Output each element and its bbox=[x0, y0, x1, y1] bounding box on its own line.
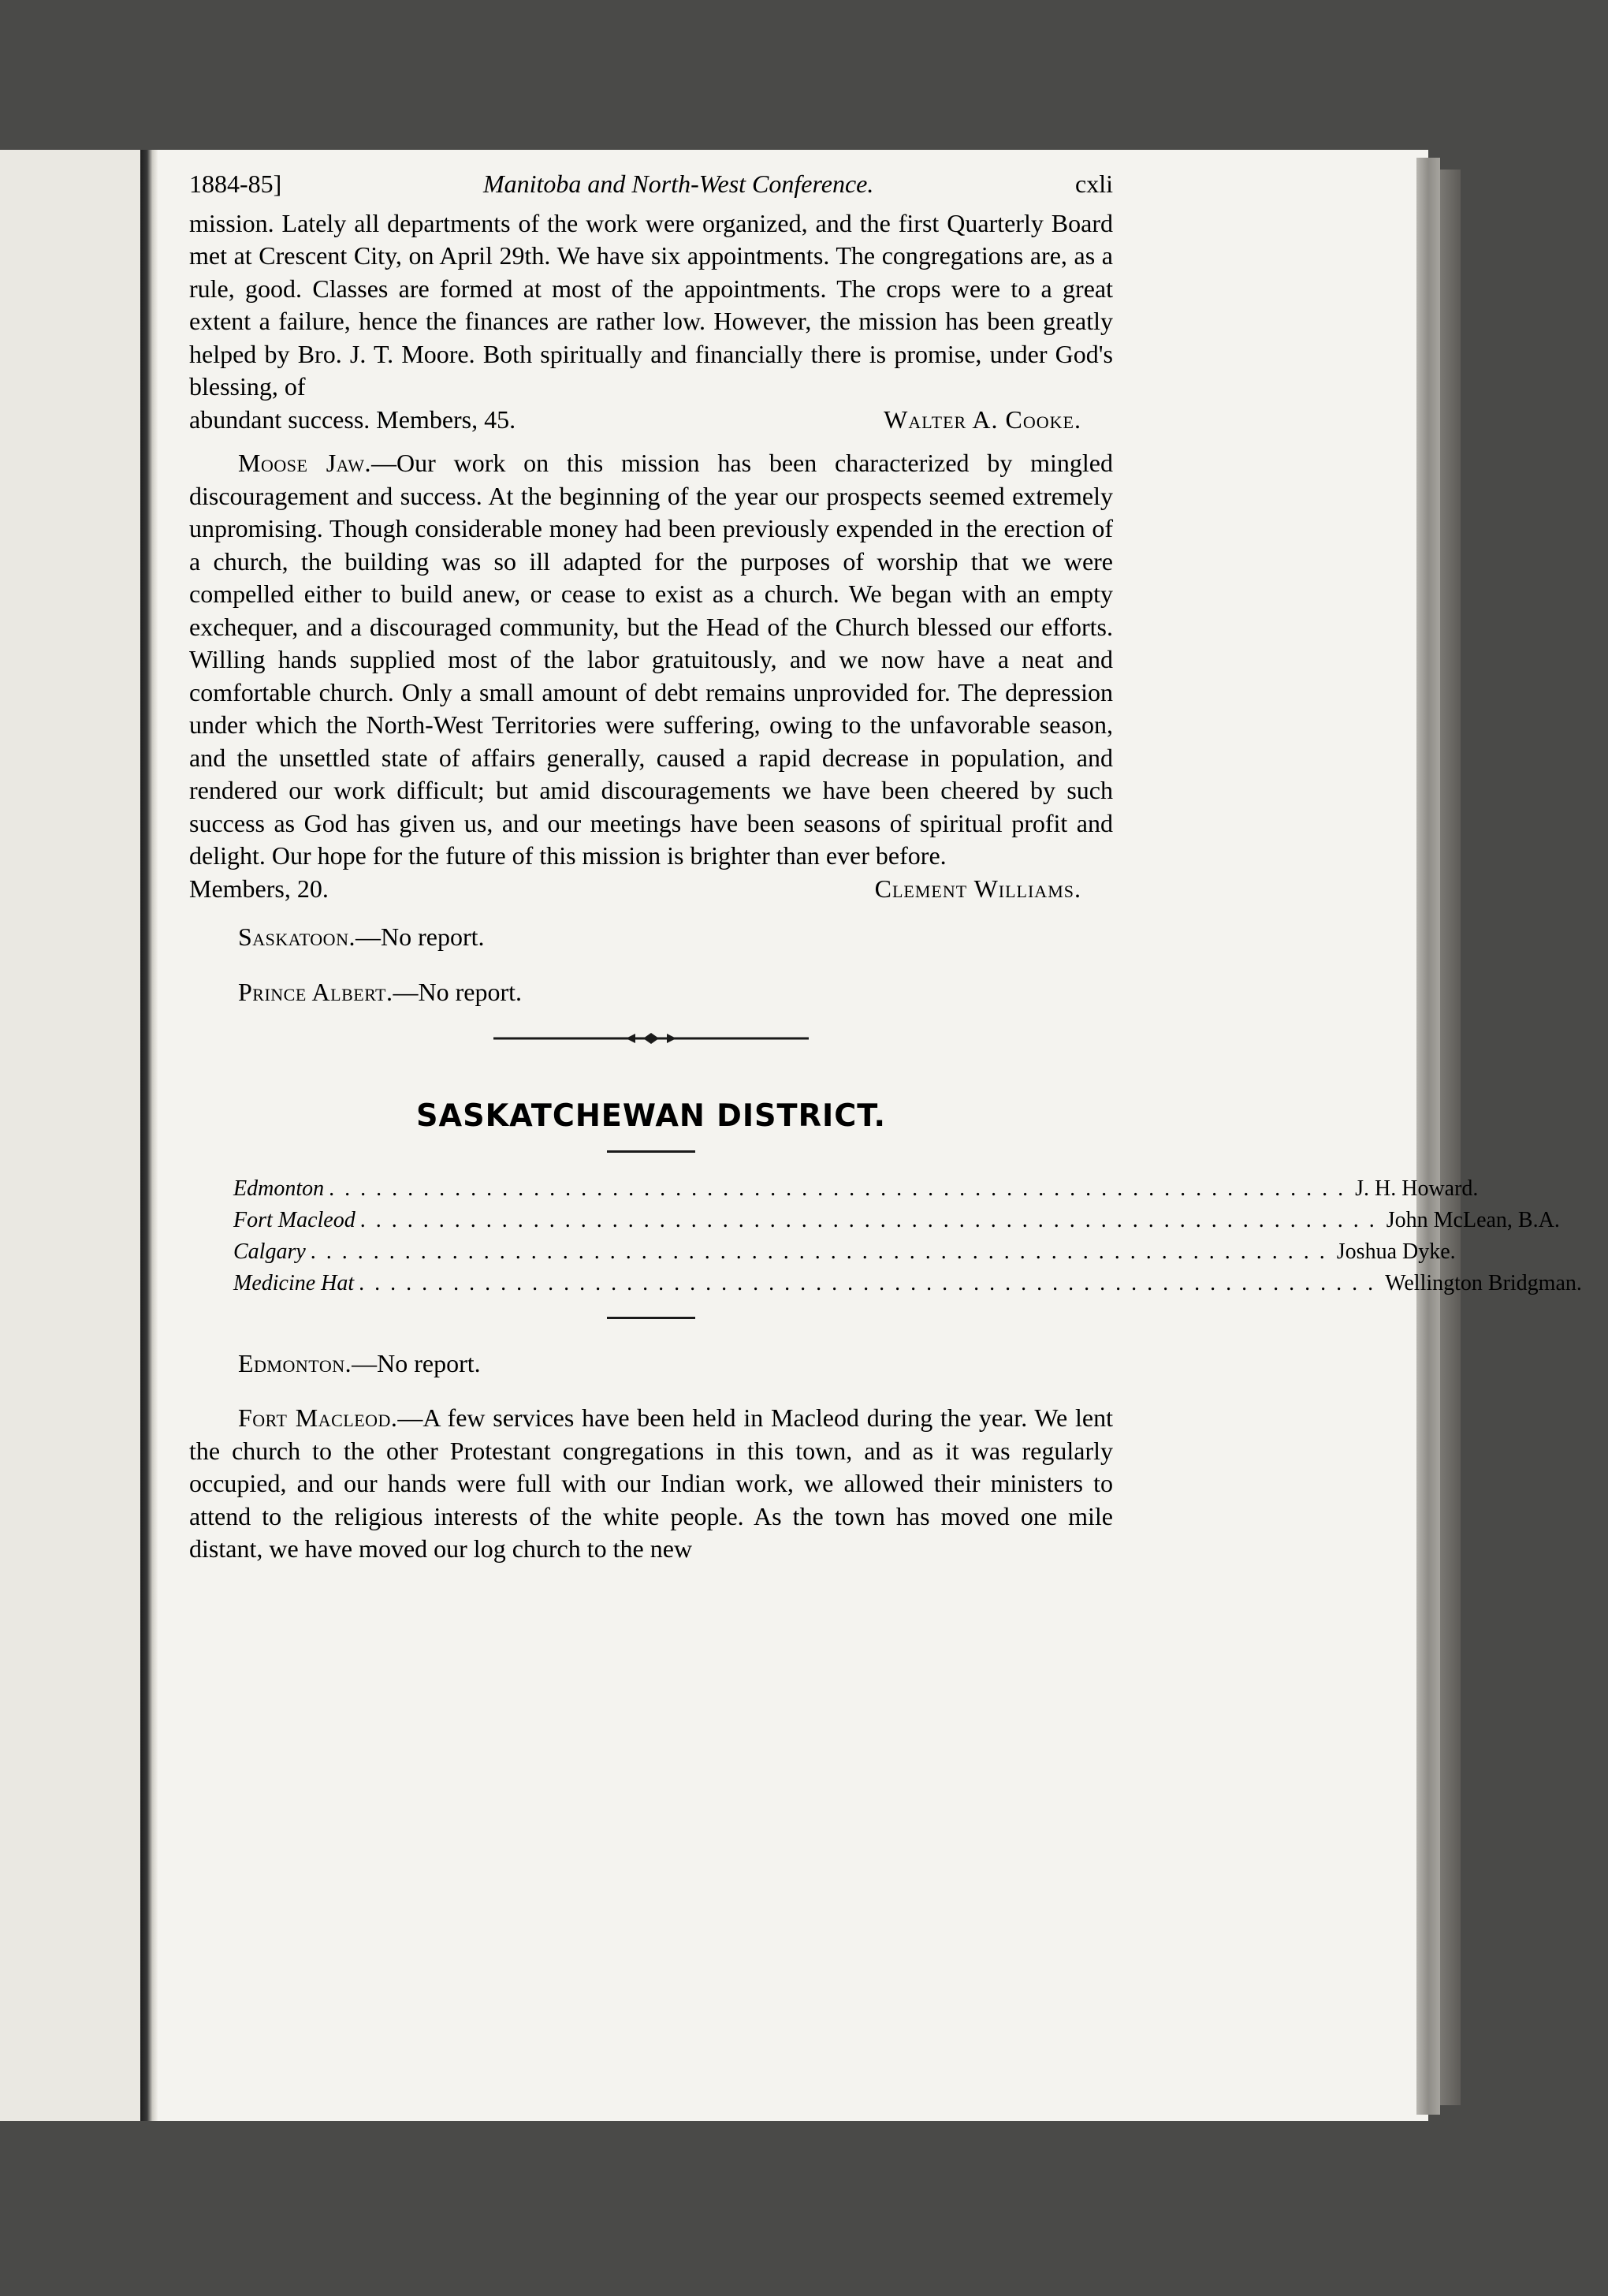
paragraph-moose-jaw bbox=[189, 447, 1113, 905]
paragraph-fort-macleod bbox=[189, 1402, 1113, 1566]
signature-line bbox=[189, 404, 1113, 437]
page-number: cxli bbox=[1075, 170, 1113, 198]
header-years: 1884-85] bbox=[189, 170, 282, 198]
leader-dots: . . . . . . . . . . . . . . . . . . . . . . . . . . . . . . . . . . . . . . . . . . . . . . . . . . . . . . . . . . . . . . . . . bbox=[359, 1270, 1376, 1295]
paragraph-text: mission. Lately all departments of the work were organized, and the first Quarterly Board met at Crescent City, on April 29th. We have six appointments. The congregations are, as a rule, good. Classes are formed at most of the appointments. The crops were to a great extent a failure, hence the finances are rather low. However, the mission has been greatly helped by Bro. J. T. Moore. Both spiritually and financially there is promise, under God's blessing, of bbox=[189, 208, 1113, 401]
appointment-minister: John McLean, B.A. bbox=[1386, 1207, 1560, 1232]
mission-name: Moose Jaw. bbox=[238, 449, 372, 477]
list-rule bbox=[607, 1317, 695, 1319]
mission-name: Saskatoon. bbox=[238, 922, 355, 951]
leader-dots: . . . . . . . . . . . . . . . . . . . . . . . . . . . . . . . . . . . . . . . . . . . . . . . . . . . . . . . . . . . . . . . . . bbox=[329, 1176, 1346, 1201]
appointment-place: Calgary bbox=[233, 1239, 306, 1264]
appointment-row bbox=[233, 1205, 1560, 1236]
ornament-rule bbox=[493, 1032, 809, 1045]
mission-name: Prince Albert. bbox=[238, 977, 393, 1006]
appointment-place: Edmonton bbox=[233, 1176, 325, 1201]
paragraph-text: —Our work on this mission has been characterized by mingled discouragement and success. At the beginning of the year our prospects seemed extremely unpromising. Though considerable money had been previously expended in the erection of a church, the building was so ill adapted for the purposes of worship that we were compelled either to build anew, or cease to exist as a church. We began with an empty exchequer, and a discouraged community, but the Head of the Church blessed our efforts. Willing hands supplied most of the labor gratuitously, and we now have a neat and comfortable church. Only a small amount of debt remains unprovided for. The depression under which the North-West Territories were suffering, owing to the unfavorable season, and the unsettled state of affairs generally, caused a rapid decrease in population, and rendered our work difficult; but amid discouragements we have been cheered by such success as God has given us, and our meetings have been seasons of spiritual profit and delight. Our hope for the future of this mission is brighter than ever before. bbox=[189, 449, 1114, 870]
heading-rule bbox=[607, 1150, 695, 1153]
appointment-minister: J. H. Howard. bbox=[1355, 1176, 1479, 1201]
appointment-row bbox=[233, 1236, 1456, 1268]
members-count: abundant success. Members, 45. bbox=[189, 404, 516, 434]
page-edge bbox=[1416, 158, 1440, 2115]
book-binding bbox=[140, 150, 158, 2121]
report-text: —No report. bbox=[393, 977, 522, 1006]
appointment-minister: Wellington Bridgman. bbox=[1385, 1270, 1582, 1295]
report-text: —No report. bbox=[355, 922, 485, 951]
appointment-place: Fort Macleod bbox=[233, 1207, 355, 1232]
mission-name: Fort Macleod. bbox=[238, 1403, 398, 1432]
leader-dots: . . . . . . . . . . . . . . . . . . . . . . . . . . . . . . . . . . . . . . . . . . . . . . . . . . . . . . . . . . . . . . . . . bbox=[359, 1207, 1377, 1232]
district-heading: SASKATCHEWAN DISTRICT. bbox=[416, 1098, 886, 1134]
appointment-place: Medicine Hat bbox=[233, 1270, 355, 1295]
section-ornament bbox=[189, 1032, 1113, 1045]
report-saskatoon bbox=[189, 921, 1113, 954]
report-prince-albert bbox=[189, 976, 1113, 1009]
facing-page bbox=[0, 150, 158, 2121]
members-count: Members, 20. bbox=[189, 874, 329, 903]
signature: Walter A. Cooke. bbox=[884, 404, 1081, 434]
report-text: —No report. bbox=[352, 1348, 481, 1377]
appointment-row bbox=[233, 1268, 1582, 1299]
appointment-row bbox=[233, 1173, 1479, 1205]
signature-line bbox=[189, 873, 1113, 906]
signature: Clement Williams. bbox=[874, 874, 1081, 903]
appointment-list bbox=[233, 1173, 1582, 1299]
mission-name: Edmonton. bbox=[238, 1348, 352, 1377]
running-header bbox=[189, 168, 1113, 201]
paragraph-text: —A few services have been held in Macleod during the year. We lent the church to the other Protestant congregations in this town, and as it was regularly occupied, and our hands were full with our Indian work, we allowed their ministers to attend to the religious interests of the white people. As the town has moved one mile distant, we have moved our log church to the new bbox=[189, 1403, 1113, 1563]
page-content bbox=[189, 168, 1582, 1577]
appointment-minister: Joshua Dyke. bbox=[1336, 1239, 1456, 1264]
report-edmonton bbox=[189, 1347, 1113, 1381]
header-title: Manitoba and North-West Conference. bbox=[482, 170, 874, 198]
leader-dots: . . . . . . . . . . . . . . . . . . . . . . . . . . . . . . . . . . . . . . . . . . . . . . . . . . . . . . . . . . . . . . . . . bbox=[310, 1239, 1327, 1264]
cover-edge bbox=[1440, 170, 1461, 2105]
paragraph-crescent-city bbox=[189, 207, 1113, 437]
